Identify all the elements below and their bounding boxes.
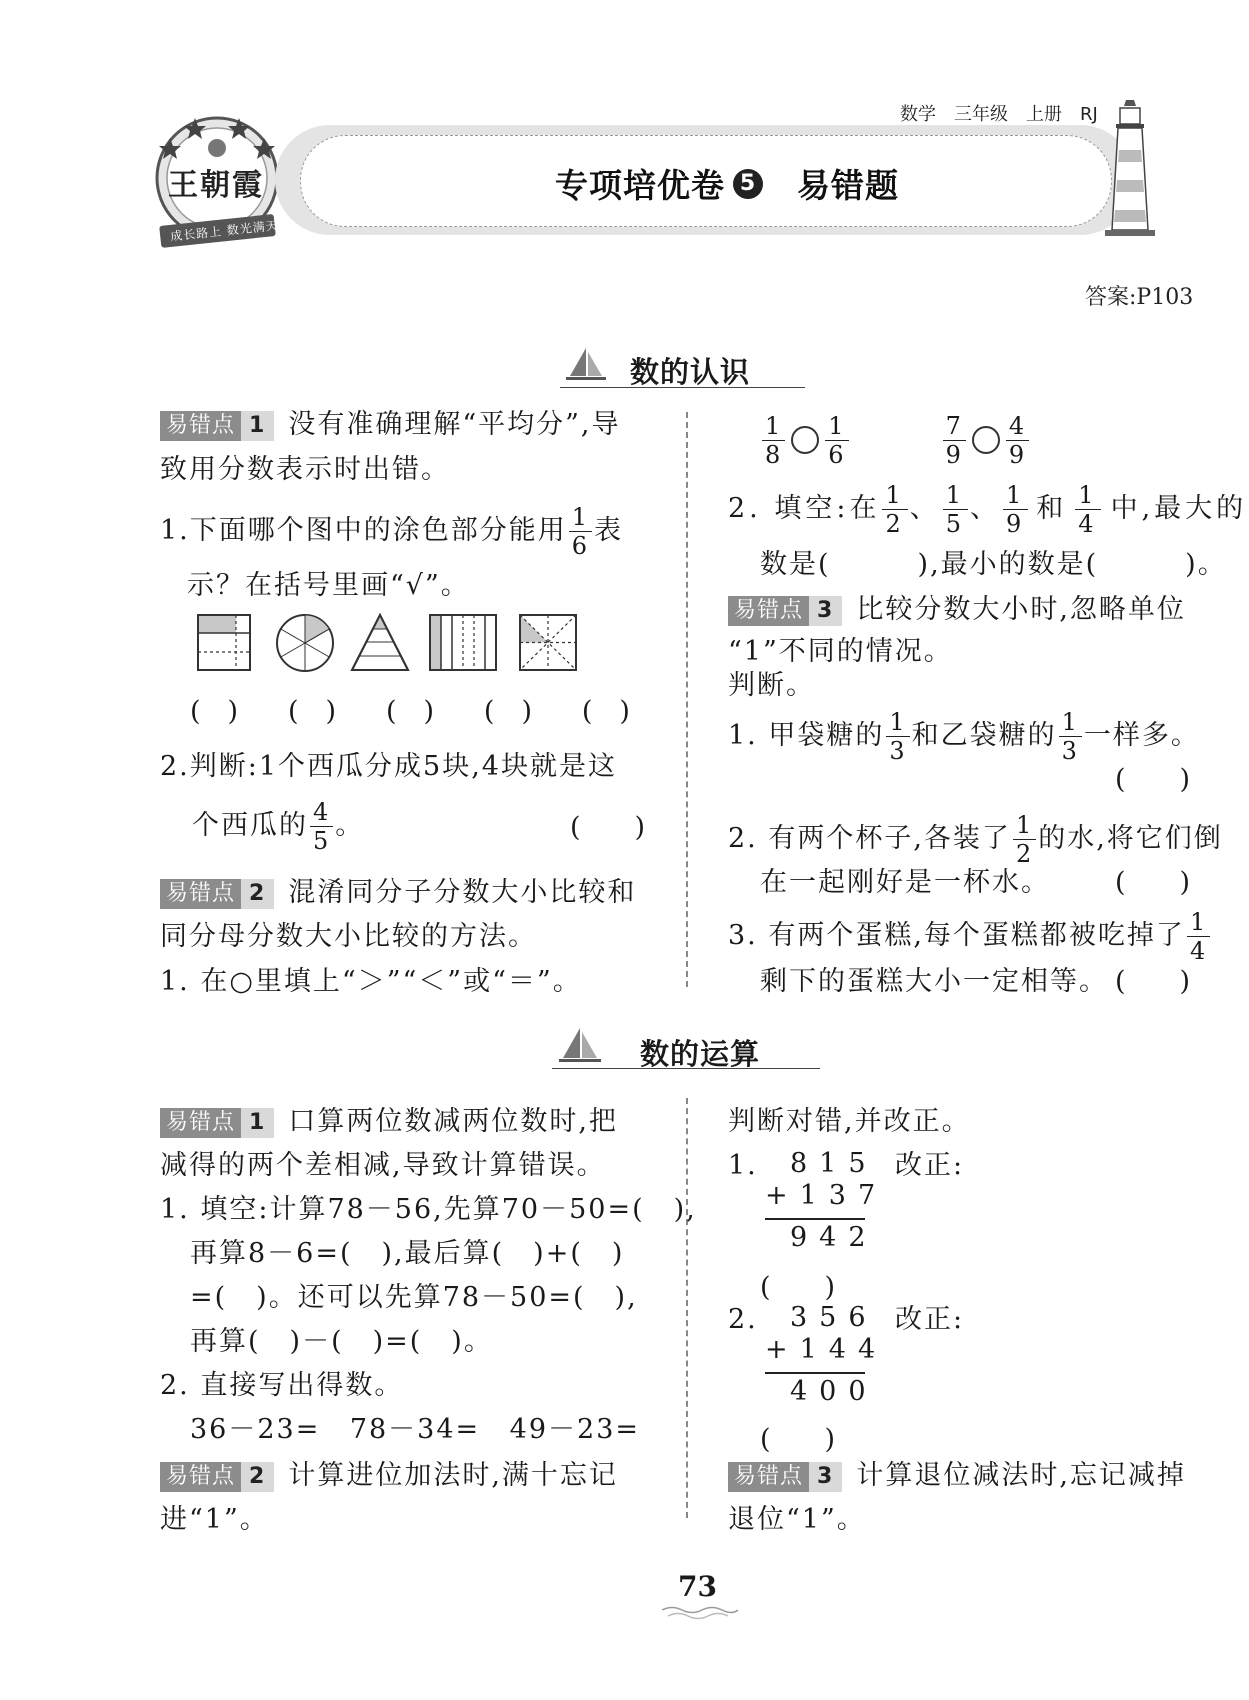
s1-q2-bracket[interactable]: ( ): [570, 812, 646, 843]
s2r-p2-add: +144: [765, 1334, 888, 1365]
figure-circle: [277, 615, 333, 671]
s2-q1-line3: =( )。还可以先算78－50=( ),: [190, 1282, 638, 1313]
s2-tag1: 易错点 1: [160, 1108, 274, 1138]
compare-circle-1[interactable]: [791, 426, 819, 454]
s2-q1-line4: 再算( )－( )=( )。: [190, 1326, 493, 1357]
s1-tag1: 易错点 1: [160, 411, 274, 441]
s2r-p1-fix[interactable]: 改正:: [895, 1150, 965, 1181]
s1r-tag3-line3: 判断。: [728, 670, 815, 701]
figure-triangle: [352, 615, 408, 670]
footer-wave-icon: [660, 1604, 740, 1620]
bracket-4[interactable]: ( ): [483, 696, 532, 727]
sailboat-icon: [562, 346, 610, 386]
s2r-tag3: 易错点 3: [728, 1462, 842, 1492]
s1r-q2-line1: 2. 填空:在 $\frac{1}{2}$ 、 $\frac{1}{5}$ 、 $\frac{1}{9}$ 和 $\frac{1}{4}$ 中,最大的: [728, 480, 1248, 538]
s2-tag1-line1: 易错点 1 口算两位数减两位数时,把: [160, 1102, 618, 1142]
badge-slogan: 成长路上 数光满天: [169, 218, 280, 244]
s2-q1-line1: 1. 填空:计算78－56,先算70－50=( ),: [160, 1194, 697, 1225]
section2-divider: [686, 1098, 688, 1518]
s1-q1-line2: 示？在括号里画“√”。: [187, 570, 470, 601]
s1r-j2-line1: 2. 有两个杯子,各装了 $\frac{1}{2}$ 的水,将它们倒: [728, 810, 1223, 868]
section1-title: 数的认识: [630, 355, 751, 389]
s1r-tag3-line2: “1”不同的情况。: [728, 636, 953, 667]
s2-tag2-line1: 易错点 2 计算进位加法时,满十忘记: [160, 1456, 618, 1496]
s1-tag2-line2: 同分母分数大小比较的方法。: [160, 921, 537, 952]
s2r-p1-num: 1.: [728, 1150, 758, 1181]
s2r-tag3-line1: 易错点 3 计算退位减法时,忘记减掉: [728, 1456, 1186, 1496]
section2-underline: [552, 1068, 820, 1069]
section2-title: 数的运算: [640, 1037, 761, 1071]
s1-q1-line1: 1.下面哪个图中的涂色部分能用 $\frac{1}{6}$ 表: [160, 502, 624, 560]
s2-tag2-line2: 进“1”。: [160, 1504, 269, 1535]
s1-tag2-line1: 易错点 2 混淆同分子分数大小比较和: [160, 873, 636, 913]
s1-q2-line2: 个西瓜的 $\frac{4}{5}$ 。: [192, 797, 365, 855]
s2-q1-line2: 再算8－6=( ),最后算( )+( ): [190, 1238, 625, 1269]
s2r-p2-line: [765, 1372, 865, 1374]
s2r-p2-top: 356: [790, 1302, 878, 1333]
figure-row: [195, 612, 615, 674]
s1r-j3-line1: 3. 有两个蛋糕,每个蛋糕都被吃掉了 $\frac{1}{4}$: [728, 905, 1212, 967]
s2r-intro: 判断对错,并改正。: [728, 1106, 971, 1137]
bracket-1[interactable]: ( ): [190, 696, 239, 727]
s1r-j3-bracket[interactable]: ( ): [1115, 966, 1191, 997]
brand-name: 王朝霞: [168, 168, 264, 203]
bracket-2[interactable]: ( ): [287, 696, 337, 727]
subject-info: 数学 三年级 上册 RJ: [900, 104, 1098, 125]
page-number: 73: [678, 1570, 717, 1603]
s1r-j2-bracket[interactable]: ( ): [1115, 867, 1191, 898]
s1r-j2-line2: 在一起刚好是一杯水。: [760, 867, 1050, 898]
s1r-q2-line2: 数是( ),最小的数是( )。: [760, 549, 1227, 580]
s2r-p2-bracket[interactable]: ( ): [760, 1424, 836, 1455]
figure-brackets: [190, 692, 630, 732]
compare-row: $\frac{1}{8}$ $\frac{1}{6}$ $\frac{7}{9}$ $\frac{4}{9}$: [760, 410, 1031, 470]
sailboat-icon-2: [555, 1026, 605, 1068]
section1-underline: [560, 387, 805, 388]
s2-tag1-line2: 减得的两个差相减,导致计算错误。: [160, 1150, 606, 1181]
s1r-tag3-line1: 易错点 3 比较分数大小时,忽略单位: [728, 590, 1186, 630]
section1-divider: [686, 412, 688, 987]
s2-tag2: 易错点 2: [160, 1462, 274, 1492]
figure-square-split: [198, 615, 250, 670]
s2r-p1-add: +137: [765, 1180, 888, 1211]
s1-tag1-line2: 致用分数表示时出错。: [160, 454, 450, 485]
s1r-j1: 1. 甲袋糖的 $\frac{1}{3}$ 和乙袋糖的 $\frac{1}{3}$ 一样多。: [728, 707, 1200, 765]
figure-square-diag: [520, 615, 576, 670]
s1-q3: 1. 在○里填上“＞”“＜”或“＝”。: [160, 966, 582, 997]
s2-q2-line1: 2. 直接写出得数。: [160, 1370, 404, 1401]
s2r-p1-res: 942: [790, 1222, 878, 1253]
page-title: [555, 160, 899, 207]
compare-circle-2[interactable]: [972, 426, 1000, 454]
calc-item-2: 78－34=: [349, 1414, 481, 1445]
lighthouse-icon: [1100, 100, 1160, 240]
s1r-tag3: 易错点 3: [728, 596, 842, 626]
calc-item-1: 36－23=: [190, 1414, 321, 1445]
s2r-p2-num: 2.: [728, 1304, 758, 1335]
s1-tag2: 易错点 2: [160, 879, 274, 909]
s1r-j1-bracket[interactable]: ( ): [1115, 764, 1191, 795]
s1-q1-frac: $\frac{1}{6}$: [569, 505, 592, 558]
title-main: 易错题: [797, 166, 899, 205]
figure-rect-strips: [430, 615, 496, 670]
bracket-5[interactable]: ( ): [581, 696, 630, 727]
s1-tag1-line1: 易错点 1 没有准确理解“平均分”,导: [160, 405, 621, 445]
s2r-p2-res: 400: [790, 1376, 878, 1407]
s1-q2-line1: 2.判断:1个西瓜分成5块,4块就是这: [160, 751, 617, 782]
s2r-p1-top: 815: [790, 1148, 878, 1179]
s2-q2-items: [190, 1410, 640, 1450]
s2r-p1-line: [765, 1218, 865, 1220]
title-number: 5: [733, 169, 763, 199]
s2r-p2-fix[interactable]: 改正:: [895, 1304, 965, 1335]
s2r-tag3-line2: 退位“1”。: [728, 1504, 866, 1535]
calc-item-3: 49－23=: [509, 1414, 640, 1445]
s1r-j3-line2: 剩下的蛋糕大小一定相等。: [760, 966, 1108, 997]
bracket-3[interactable]: ( ): [385, 696, 435, 727]
answer-ref: 答案:P103: [1085, 285, 1194, 310]
s2r-p1-bracket[interactable]: ( ): [760, 1272, 836, 1303]
title-prefix: 专项培优卷: [555, 166, 725, 205]
